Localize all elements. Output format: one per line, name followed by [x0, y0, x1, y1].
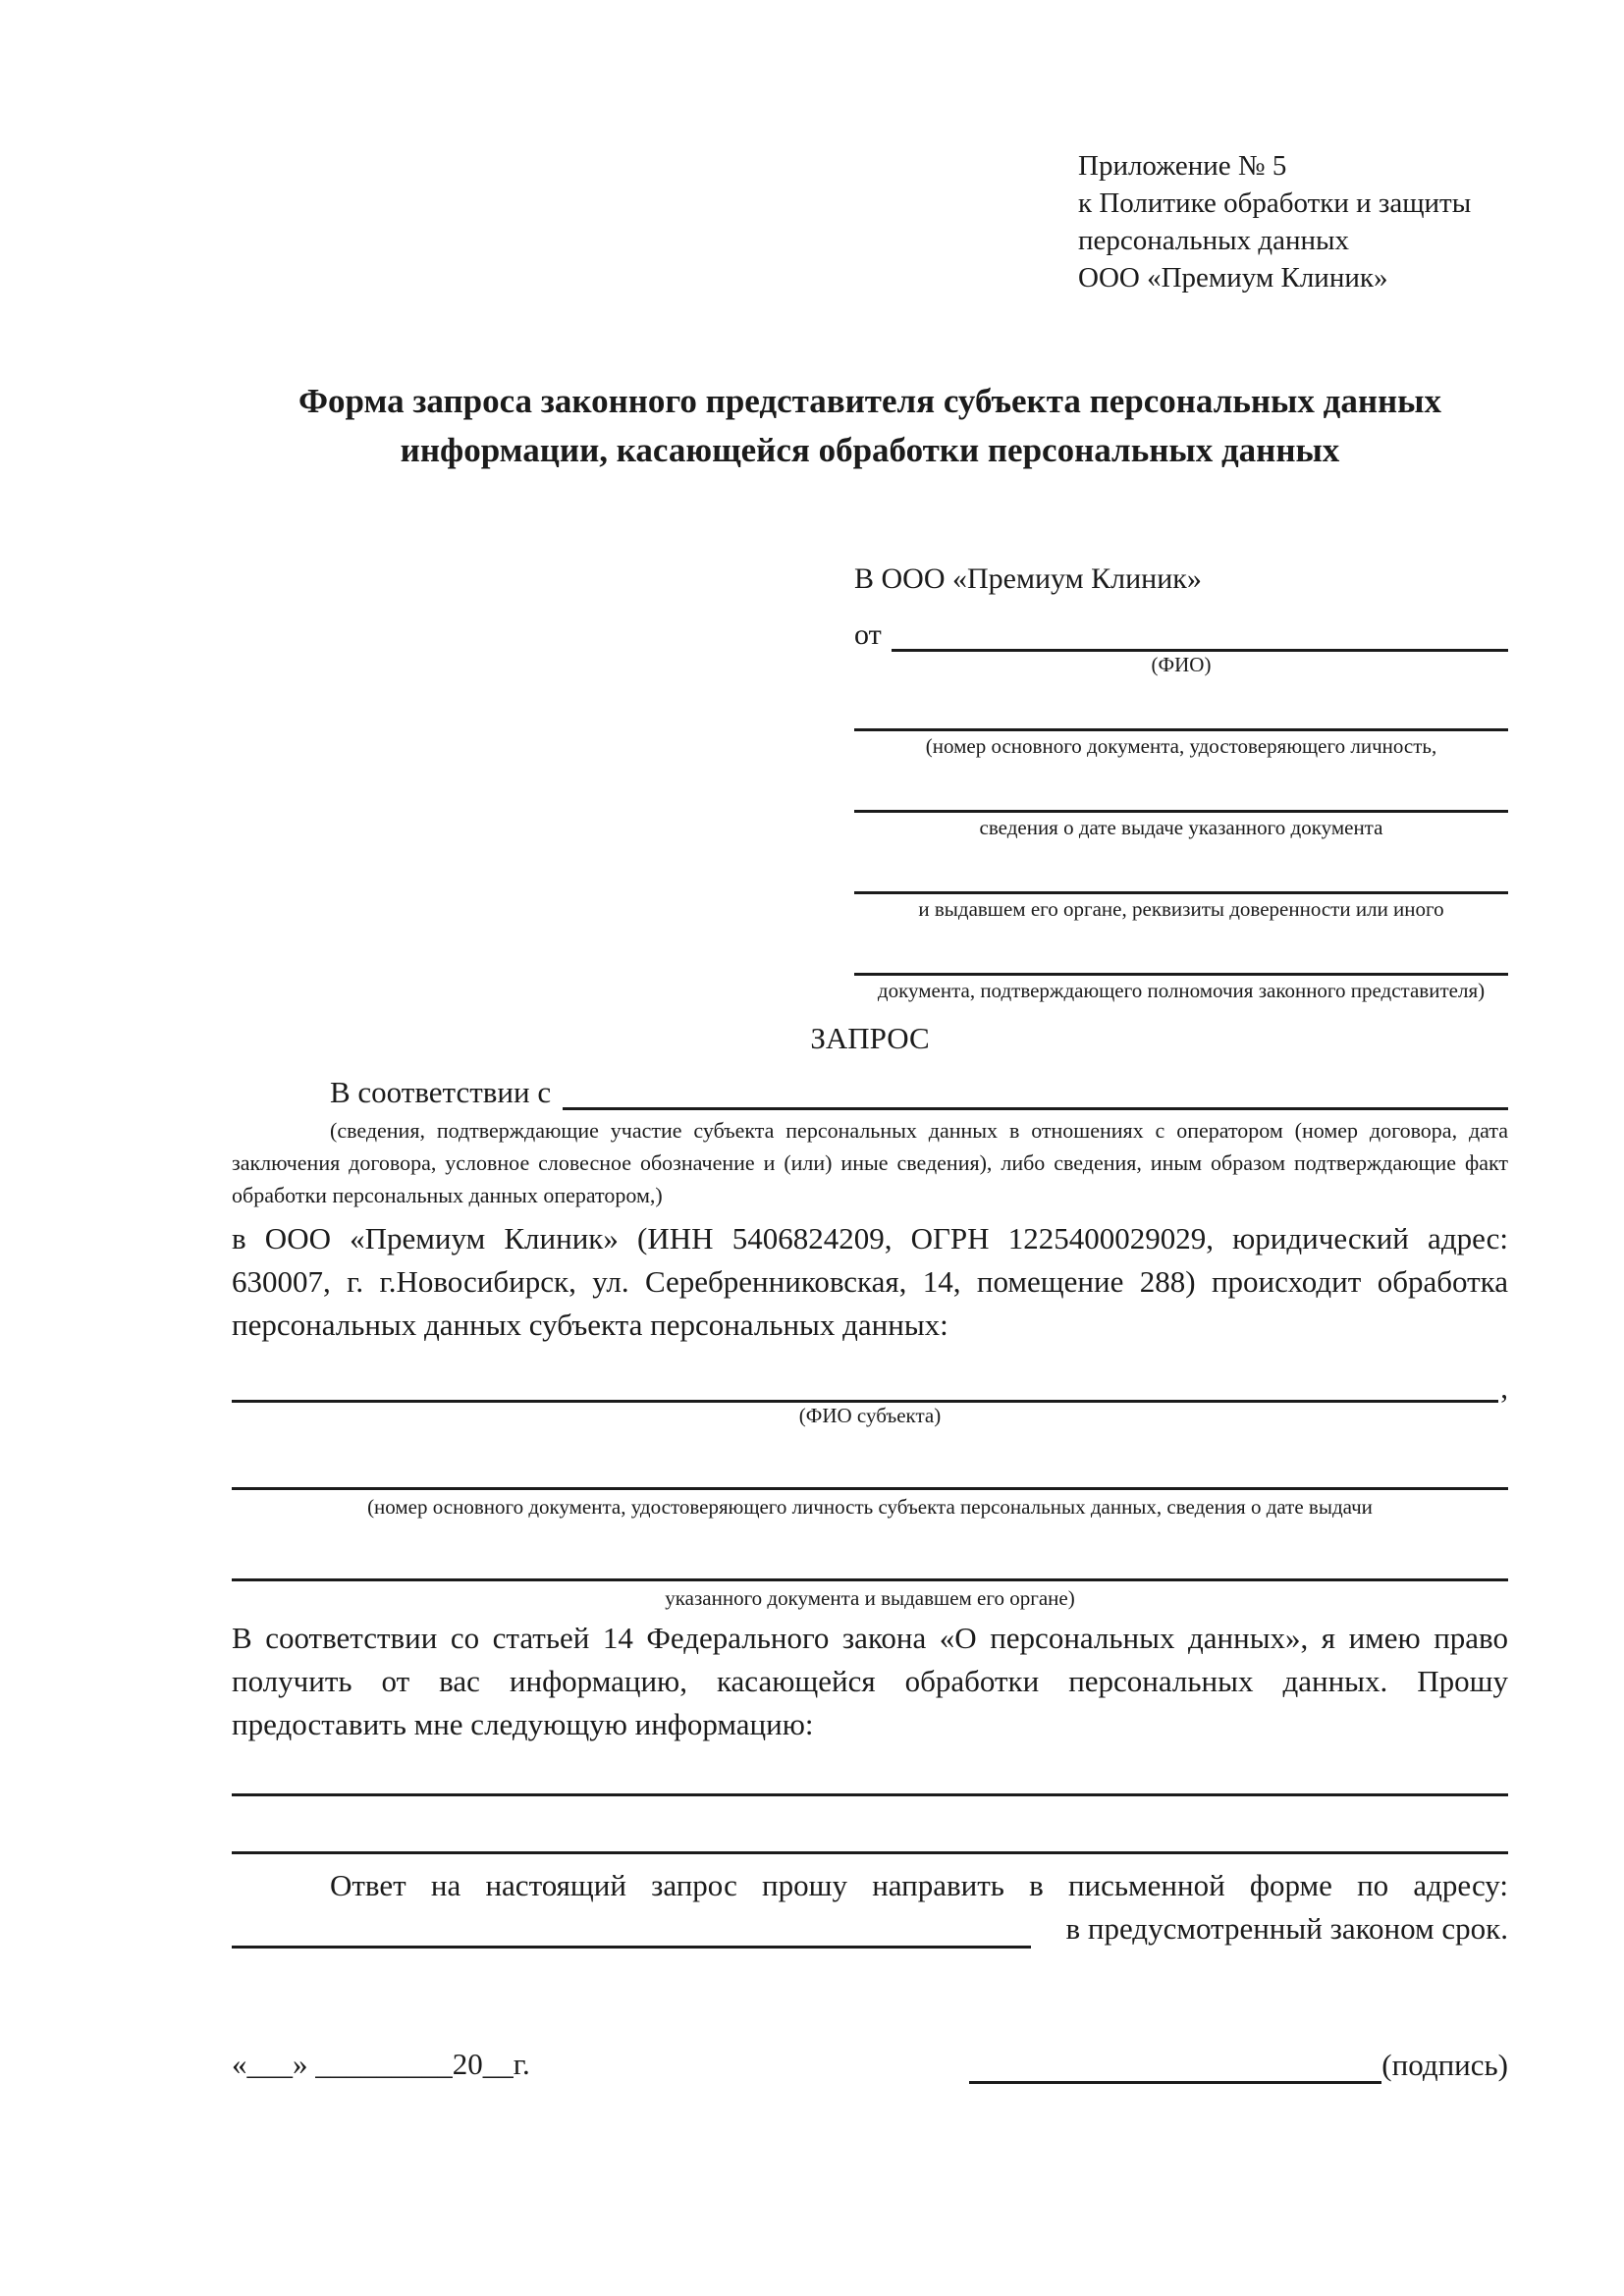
from-label: от [854, 618, 882, 651]
id-document-caption: сведения о дате выдаче указанного документа [979, 816, 1383, 839]
id-document-blank-line [854, 934, 1508, 976]
from-row [854, 611, 1508, 652]
date-field: «___» _________20__г. [232, 2047, 530, 2081]
document-title-line: информации, касающейся обработки персональных данных [400, 431, 1340, 469]
id-document-blank-line [854, 689, 1508, 731]
from-fio-blank-line [892, 615, 1508, 652]
document-title [232, 377, 1508, 475]
request-heading: ЗАПРОС [810, 1021, 930, 1055]
id-document-field-4 [854, 934, 1508, 1003]
information-blank-line-1 [232, 1793, 1508, 1796]
footer-row [232, 2045, 1508, 2084]
subject-fio-caption: (ФИО субъекта) [798, 1404, 942, 1427]
addressee-block [854, 560, 1508, 1003]
signature-caption: (подпись) [1381, 2048, 1508, 2082]
accordance-label: В соответствии с [330, 1075, 552, 1109]
id-document-field-2 [854, 771, 1508, 840]
id-document-blank-line [854, 771, 1508, 813]
subject-document-caption: указанного документа и выдавшем его органе) [665, 1586, 1075, 1610]
id-document-field-1 [854, 689, 1508, 759]
accordance-blank-line [563, 1072, 1508, 1110]
operator-paragraph: в ООО «Премиум Клиник» (ИНН 5406824209, ОГРН 1225400029029, юридический адрес: 630007, г. г.Новосибирск, ул. Серебренниковская, 14, помещение 288) происходит обработка персональных данных субъекта персональных данных: [232, 1221, 1508, 1342]
trailing-comma: , [1500, 1370, 1508, 1405]
accordance-row [232, 1072, 1508, 1110]
id-document-blank-line [854, 852, 1508, 894]
document-title-line: Форма запроса законного представителя субъекта персональных данных [298, 382, 1441, 420]
subject-document-field-2 [232, 1541, 1508, 1611]
answer-address-row [232, 1909, 1508, 1949]
accordance-note: (сведения, подтверждающие участие субъекта персональных данных в отношениях с оператором (номер договора, дата заключения договора, условное словесное обозначение и (или) иные сведения), либо сведения, иным образом подтверждающие факт обработки персональных данных оператором,) [232, 1118, 1508, 1207]
subject-fio-row [232, 1362, 1508, 1403]
id-document-caption: и выдавшем его органе, реквизиты доверенности или иного [918, 897, 1444, 921]
appendix-line: ООО «Премиум Клиник» [1078, 262, 1388, 294]
fio-caption: (ФИО) [1151, 653, 1212, 676]
answer-paragraph: Ответ на настоящий запрос прошу направить в письменной форме по адресу: [330, 1868, 1508, 1902]
signature-row [969, 2046, 1508, 2084]
appendix-line: к Политике обработки и защиты [1078, 187, 1472, 219]
subject-document-blank-line [232, 1450, 1508, 1490]
appendix-line: персональных данных [1078, 225, 1350, 256]
signature-blank-line [969, 2046, 1381, 2084]
id-document-caption: документа, подтверждающего полномочия законного представителя) [877, 979, 1486, 1002]
subject-document-blank-line [232, 1541, 1508, 1581]
information-blank-line-2 [232, 1851, 1508, 1854]
addressee-to-line: В ООО «Премиум Клиник» [854, 562, 1202, 595]
law-paragraph: В соответствии со статьей 14 Федерального закона «О персональных данных», я имею право получить от вас информацию, касающейся обработки персональных данных. Прошу предоставить мне следующую информацию: [232, 1621, 1508, 1741]
id-document-caption: (номер основного документа, удостоверяющего личность, [925, 734, 1437, 758]
answer-address-blank-line [232, 1910, 1031, 1949]
answer-tail-text: в предусмотренный законом срок. [1065, 1911, 1508, 1946]
appendix-line: Приложение № 5 [1078, 150, 1287, 182]
subject-fio-blank-line [232, 1362, 1498, 1403]
appendix-block [1078, 147, 1508, 296]
subject-document-field-1 [232, 1450, 1508, 1520]
id-document-field-3 [854, 852, 1508, 922]
subject-document-caption: (номер основного документа, удостоверяющего личность субъекта персональных данных, сведения о дате выдачи [367, 1495, 1373, 1519]
